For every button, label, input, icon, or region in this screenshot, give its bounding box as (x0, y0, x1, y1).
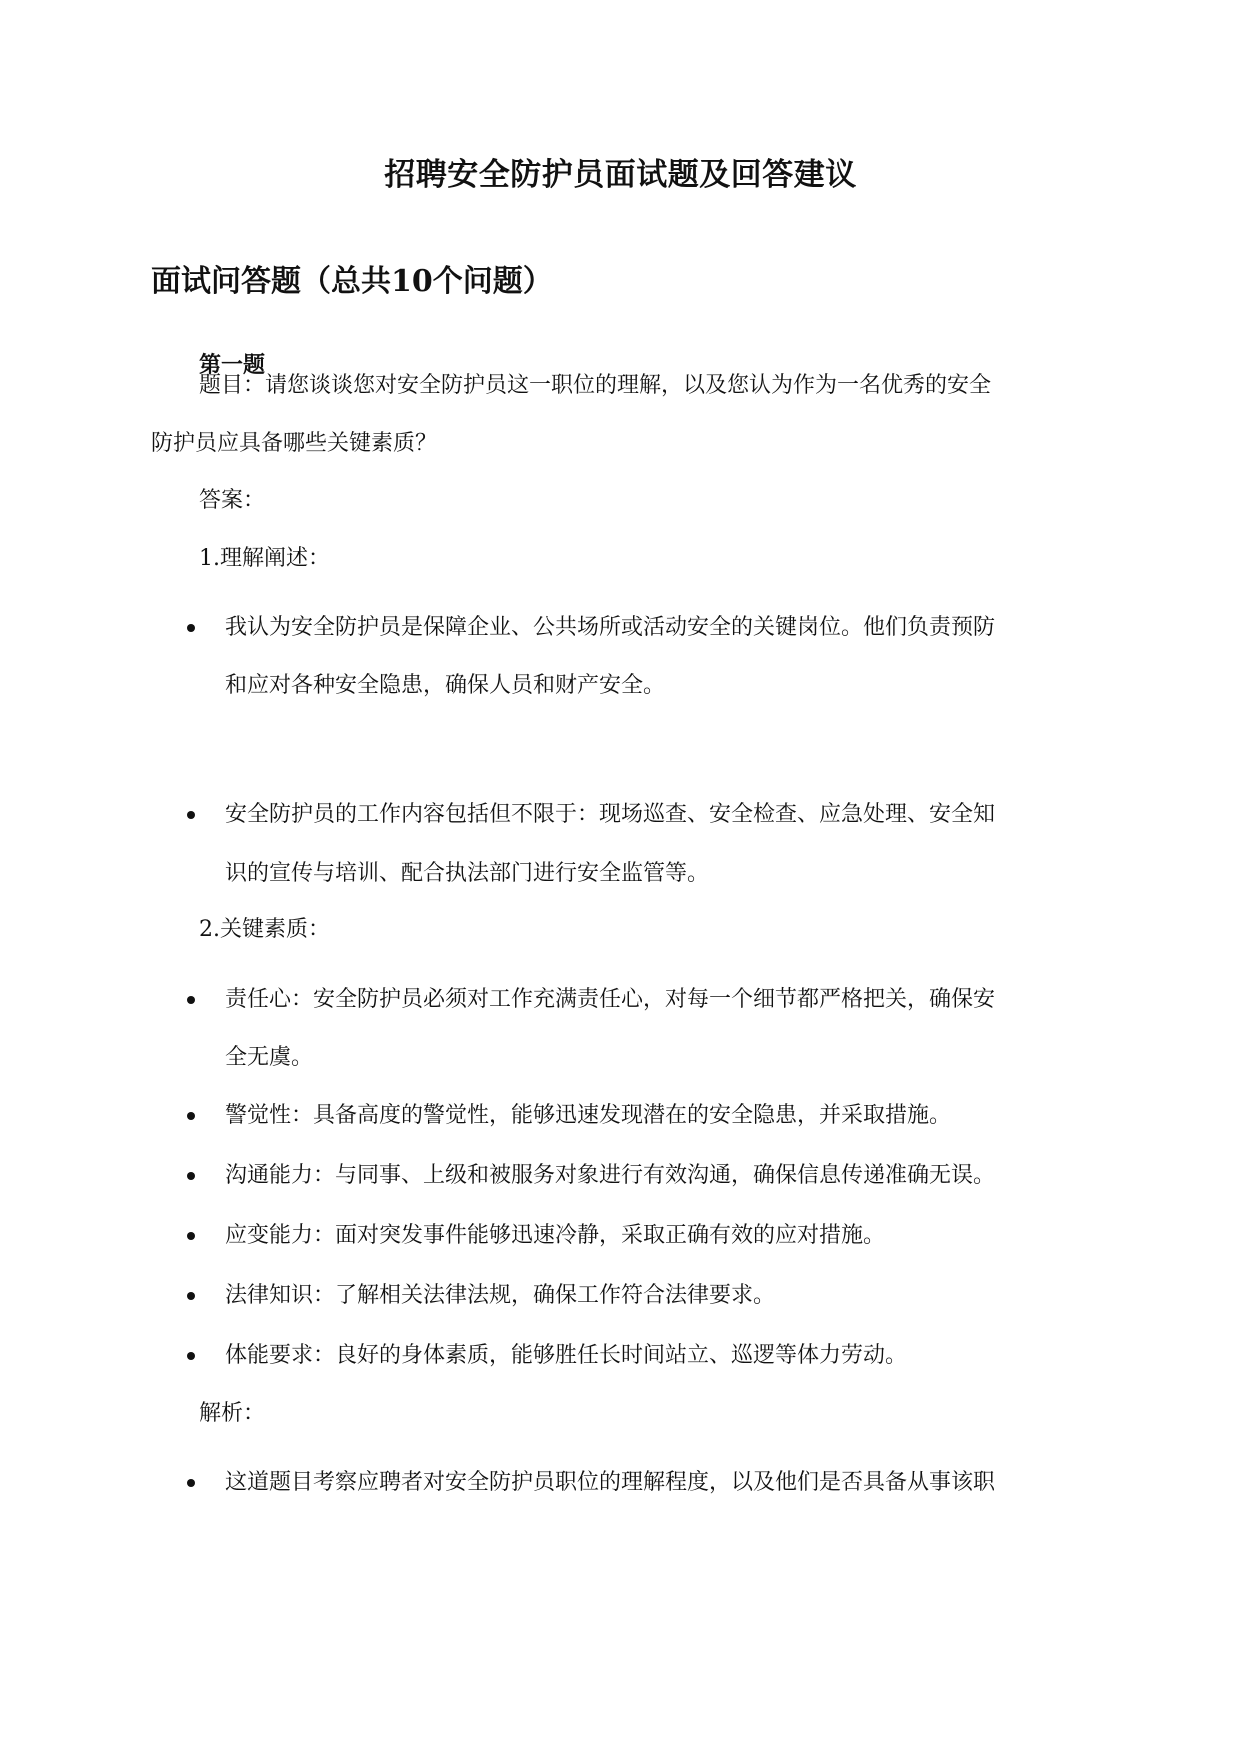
part1-label: 1.理解阐述： (199, 546, 330, 571)
part2-label: 2.关键素质： (199, 917, 330, 942)
bullet-icon (187, 1479, 195, 1487)
list-item-line: 沟通能力：与同事、上级和被服务对象进行有效沟通，确保信息传递准确无误。 (225, 1163, 996, 1188)
list-item-line: 全无虞。 (225, 1045, 314, 1070)
list-item-line: 责任心：安全防护员必须对工作充满责任心，对每一个细节都严格把关，确保安 (225, 987, 996, 1012)
list-item-line: 体能要求：良好的身体素质，能够胜任长时间站立、巡逻等体力劳动。 (225, 1343, 908, 1368)
list-item-line: 和应对各种安全隐患，确保人员和财产安全。 (225, 673, 666, 698)
answer-label: 答案： (199, 488, 266, 513)
section-heading: 面试问答题（总共10个问题） (151, 264, 553, 299)
bullet-icon (187, 1232, 195, 1240)
bullet-icon (187, 1352, 195, 1360)
analysis-label: 解析： (199, 1401, 266, 1426)
list-item-line: 安全防护员的工作内容包括但不限于：现场巡查、安全检查、应急处理、安全知 (225, 802, 996, 827)
list-item-line: 我认为安全防护员是保障企业、公共场所或活动安全的关键岗位。他们负责预防 (225, 615, 996, 640)
bullet-icon (187, 1292, 195, 1300)
list-item-line: 识的宣传与培训、配合执法部门进行安全监管等。 (225, 861, 710, 886)
question-text-line-1: 题目：请您谈谈您对安全防护员这一职位的理解，以及您认为作为一名优秀的安全 (199, 373, 992, 398)
list-item-line: 法律知识：了解相关法律法规，确保工作符合法律要求。 (225, 1283, 776, 1308)
bullet-icon (187, 996, 195, 1004)
bullet-icon (187, 1172, 195, 1180)
question-text-line-2: 防护员应具备哪些关键素质？ (151, 431, 438, 456)
question-heading: 第一题 (199, 352, 266, 378)
bullet-icon (187, 1112, 195, 1120)
list-item-line: 警觉性：具备高度的警觉性，能够迅速发现潜在的安全隐患，并采取措施。 (225, 1103, 952, 1128)
document-title: 招聘安全防护员面试题及回答建议 (384, 157, 857, 193)
bullet-icon (187, 811, 195, 819)
bullet-icon (187, 624, 195, 632)
list-item-line: 这道题目考察应聘者对安全防护员职位的理解程度，以及他们是否具备从事该职 (225, 1470, 996, 1495)
list-item-line: 应变能力：面对突发事件能够迅速冷静，采取正确有效的应对措施。 (225, 1223, 886, 1248)
